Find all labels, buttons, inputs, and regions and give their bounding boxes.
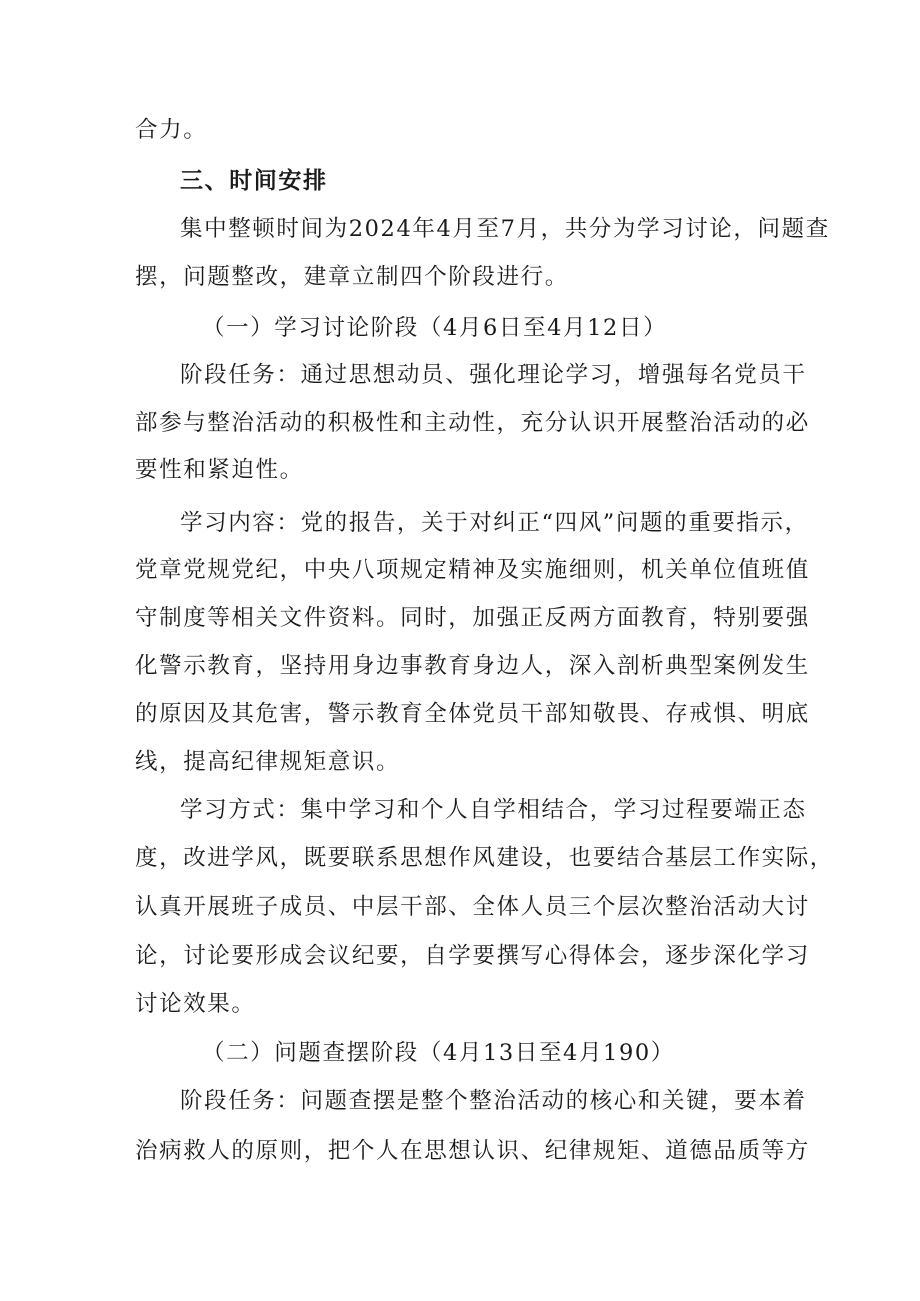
paragraph-line: 学习方式：集中学习和个人自学相结合，学习过程要端正态 [180,797,807,823]
paragraph-line: 学习内容：党的报告，关于对纠正“四风”问题的重要指示， [180,510,809,536]
paragraph-line: 集中整顿时间为2024年4月至7月，共分为学习讨论，问题查 [180,216,830,242]
paragraph-line: 论，讨论要形成会议纪要，自学要撰写心得体会，逐步深化学习 [135,943,810,969]
subsection-heading: （二）问题查摆阶段（4月13日至4月190） [202,1040,675,1066]
paragraph-line: 的原因及其危害，警示教育全体党员干部知敬畏、存戒惧、明底 [135,701,810,727]
paragraph-line: 阶段任务：通过思想动员、强化理论学习，增强每名党员干 [180,362,807,388]
paragraph-line: 摆，问题整改，建章立制四个阶段进行。 [135,264,569,290]
paragraph-line: 线，提高纪律规矩意识。 [135,749,401,775]
paragraph-line: 治病救人的原则，把个人在思想认识、纪律规矩、道德品质等方 [135,1138,810,1164]
paragraph-line: 党章党规党纪，中央八项规定精神及实施细则，机关单位值班值 [135,557,810,583]
paragraph-line: 阶段任务：问题查摆是整个整治活动的核心和关键，要本着 [180,1088,807,1114]
paragraph-line: 度，改进学风，既要联系思想作风建设，也要结合基层工作实际， [135,845,834,871]
paragraph-line: 化警示教育，坚持用身边事教育身边人，深入剖析典型案例发生 [135,653,810,679]
paragraph-line: 讨论效果。 [135,991,256,1017]
paragraph-line: 要性和紧迫性。 [135,457,304,483]
paragraph-line: 部参与整治活动的积极性和主动性，充分认识开展整治活动的必 [135,410,810,436]
section-heading: 三、时间安排 [180,168,328,194]
paragraph-line: 合力。 [135,117,208,143]
paragraph-line: 守制度等相关文件资料。同时，加强正反两方面教育，特别要强 [135,605,810,631]
paragraph-line: 认真开展班子成员、中层干部、全体人员三个层次整治活动大讨 [135,894,810,920]
subsection-heading: （一）学习讨论阶段（4月6日至4月12日） [202,315,668,341]
